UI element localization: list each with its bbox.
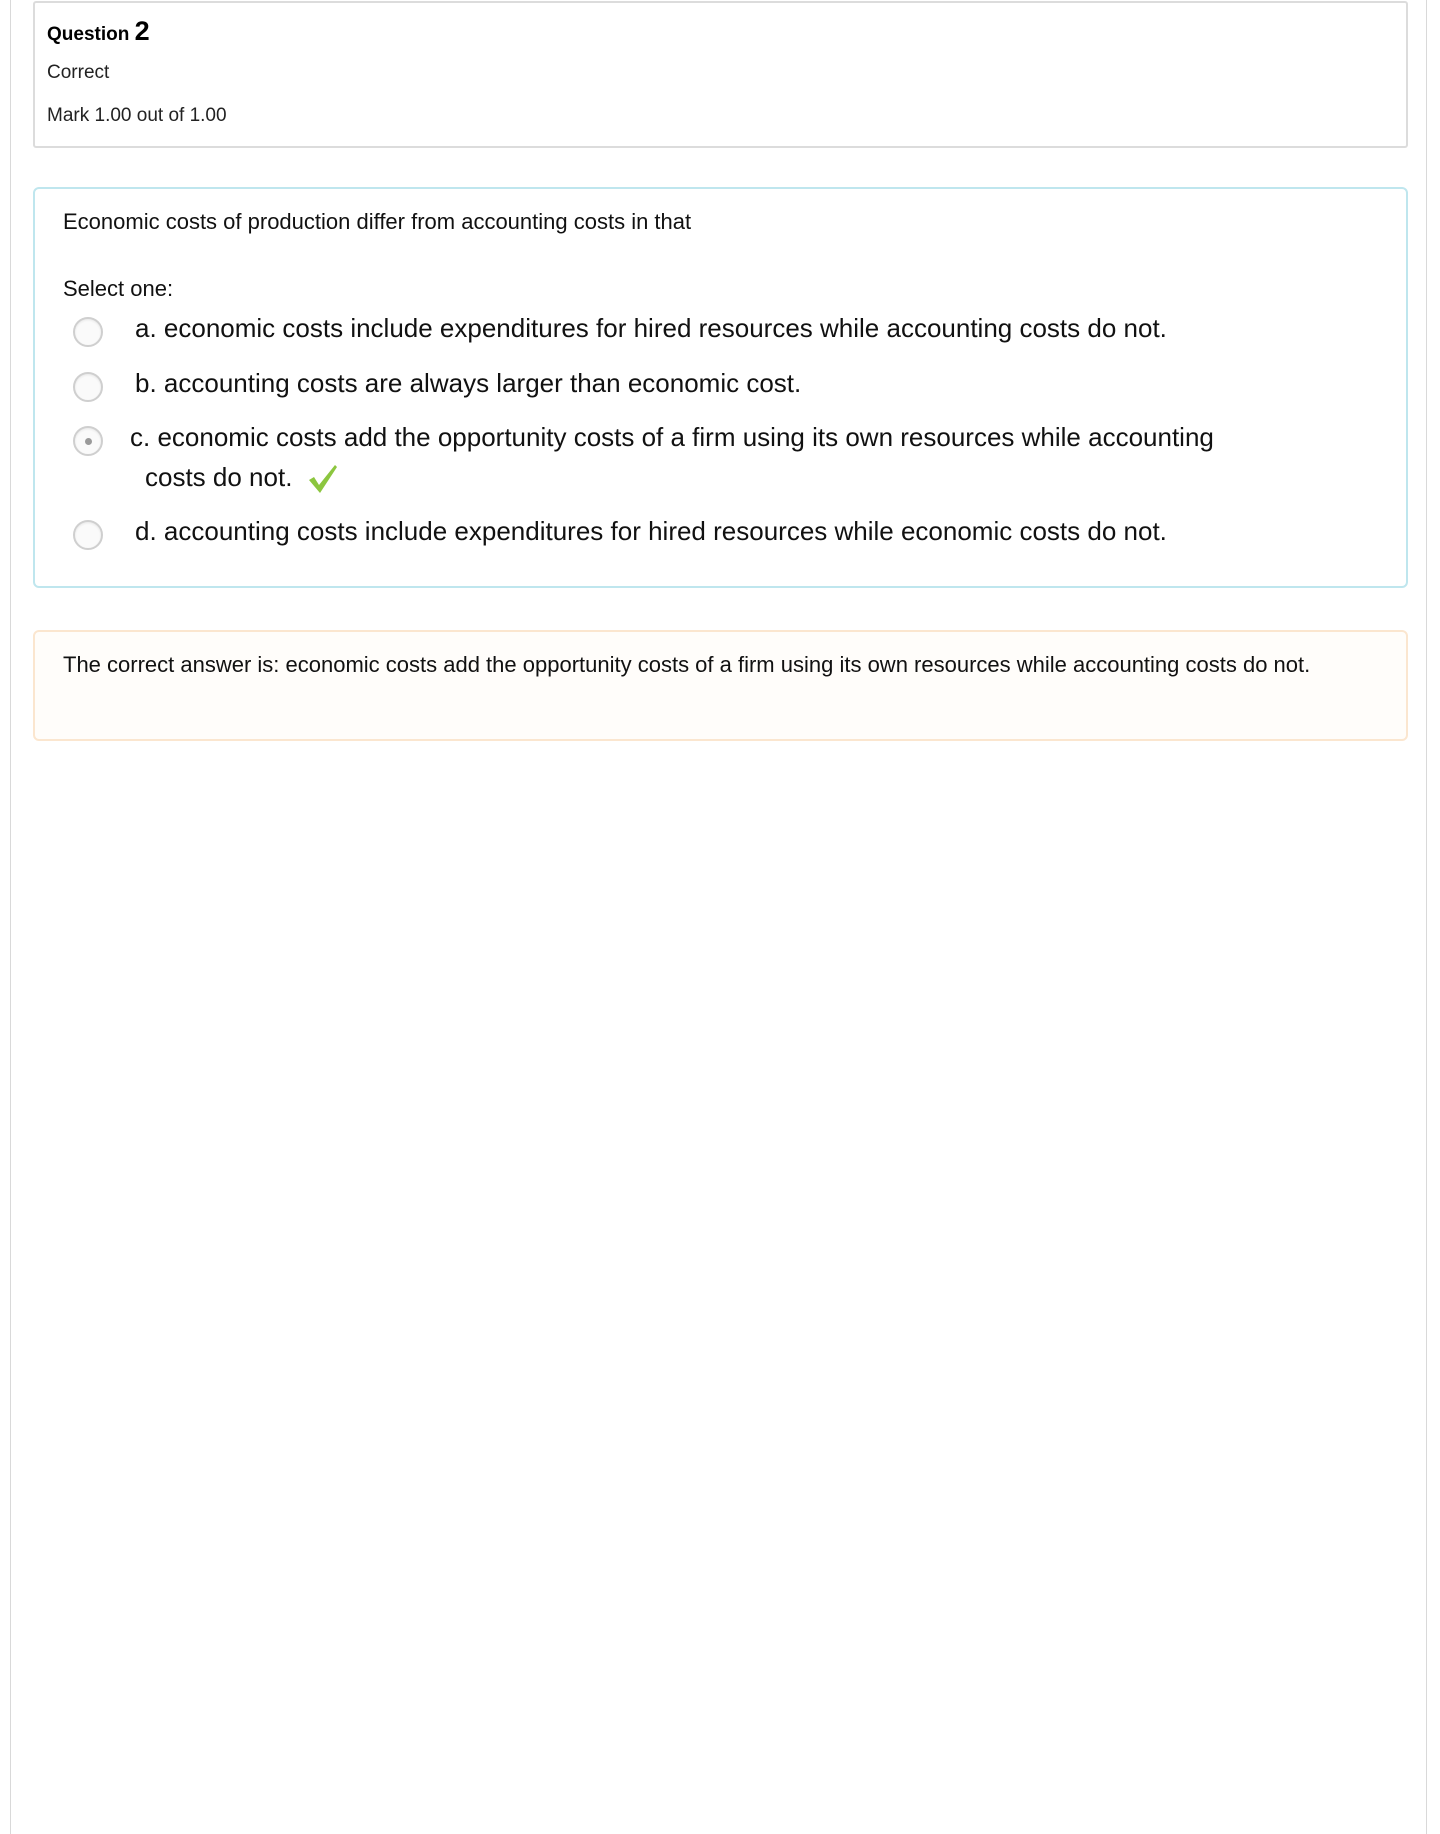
radio-button-b[interactable] [73,372,103,402]
question-heading-label: Question [47,24,130,45]
feedback-box [33,630,1408,741]
answer-list [63,308,1406,551]
question-info [33,1,1408,148]
answer-option-c[interactable] [63,417,1273,497]
checkmark-icon [306,462,340,496]
question-text: Economic costs of production differ from accounting costs in that [63,209,692,234]
answer-label-d: d. accounting costs include expenditures for hired resources while economic costs do not. [135,516,1167,546]
answer-label-b: b. accounting costs are always larger than economic cost. [135,368,802,398]
question-heading [47,15,1406,51]
answer-option-b[interactable] [63,363,1333,403]
question-number: 2 [134,16,150,46]
question-grade: Mark 1.00 out of 1.00 [47,105,227,126]
answer-option-d[interactable] [63,511,1333,551]
answer-label-a: a. economic costs include expenditures for hired resources while accounting costs do not. [135,313,1167,343]
radio-button-a[interactable] [73,317,103,347]
radio-button-d[interactable] [73,520,103,550]
answer-label-c: c. economic costs add the opportunity costs of a firm using its own resources while accounting costs do not. [130,422,1214,492]
radio-button-c[interactable] [73,426,103,456]
answer-option-a[interactable] [63,308,1333,348]
correct-answer-text: The correct answer is: economic costs add the opportunity costs of a firm using its own resources while accounting costs do not. [63,652,1311,677]
question-content [33,187,1408,588]
question-state: Correct [47,62,110,83]
select-prompt: Select one: [63,276,174,301]
